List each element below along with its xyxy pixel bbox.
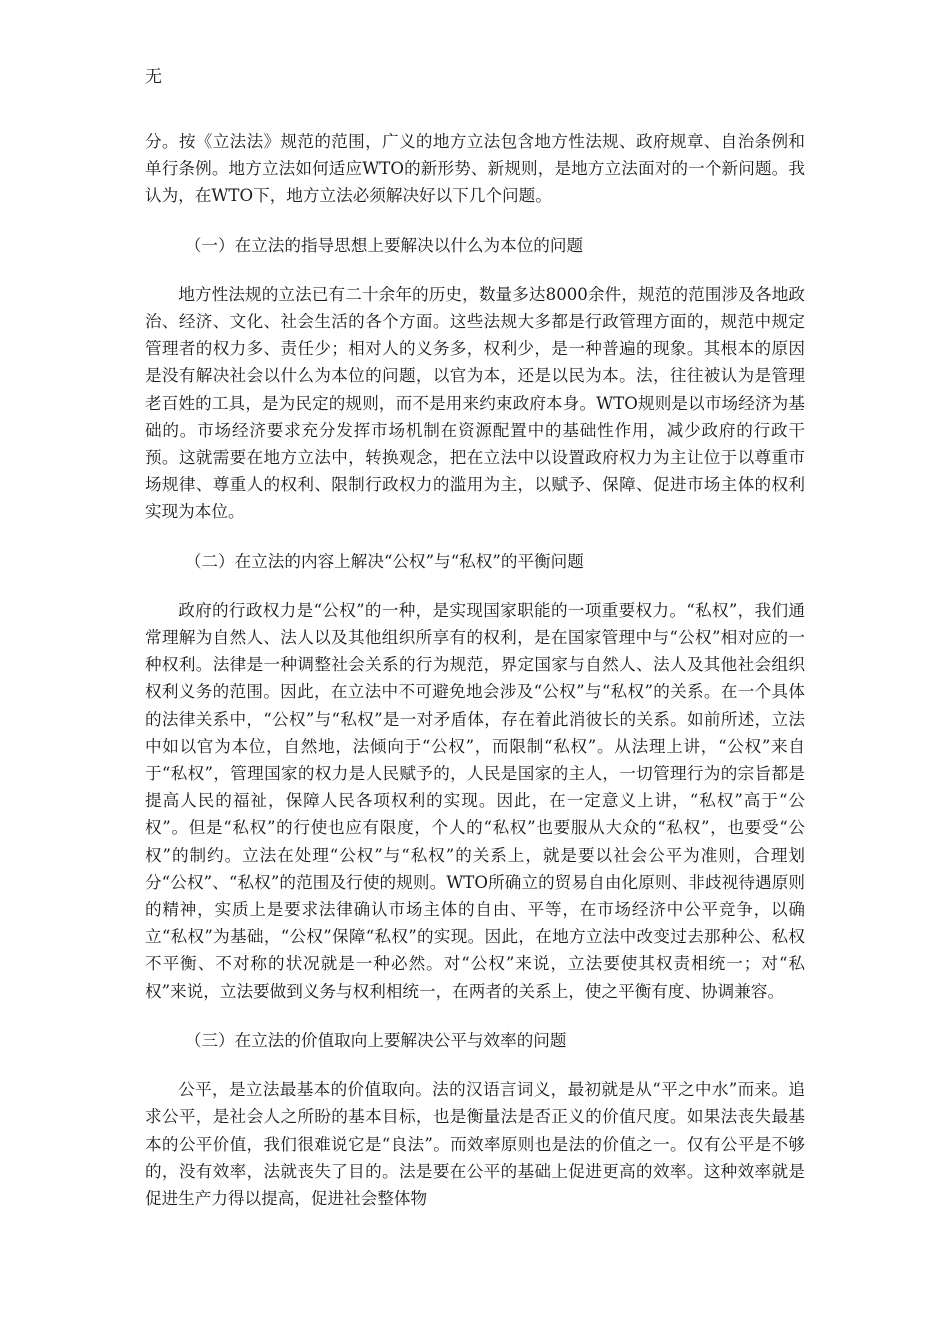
page-header-mark: 无 [145, 67, 162, 87]
document-body [145, 128, 805, 1212]
section-1-heading: （一）在立法的指导思想上要解决以什么为本位的问题 [184, 235, 584, 255]
section-1-paragraph: 地方性法规的立法已有二十余年的历史，数量多达8000余件，规范的范围涉及各地政治、经济、文化、社会生活的各个方面。这些法规大多都是行政管理方面的，规范中规定管理者的权力多、责任少；相对人的义务多，权利少，是一种普遍的现象。其根本的原因是没有解决社会以什么为本位的问题，以官为本，还是以民为本。法，往往被认为是管理老百姓的工具，是为民定的规则，而不是用来约束政府本身。WTO规则是以市场经济为基础的。市场经济要求充分发挥市场机制在资源配置中的基础性作用，减少政府的行政干预。这就需要在地方立法中，转换观念，把在立法中以设置政府权力为主让位于以尊重市场规律、尊重人的权利、限制行政权力的滥用为主，以赋予、保障、促进市场主体的权利实现为本位。 [145, 284, 805, 522]
section-3-heading: （三）在立法的价值取向上要解决公平与效率的问题 [184, 1030, 567, 1050]
intro-paragraph: 分。按《立法法》规范的范围，广义的地方立法包含地方性法规、政府规章、自治条例和单行条例。地方立法如何适应WTO的新形势、新规则，是地方立法面对的一个新问题。我认为，在WTO下，地方立法必须解决好以下几个问题。 [145, 132, 805, 206]
section-3-paragraph: 公平，是立法最基本的价值取向。法的汉语言词义，最初就是从“平之中水”而来。追求公平，是社会人之所盼的基本目标，也是衡量法是否正义的价值尺度。如果法丧失最基本的公平价值，我们很难说它是“良法”。而效率原则也是法的价值之一。仅有公平是不够的，没有效率，法就丧失了目的。法是要在公平的基础上促进更高的效率。这种效率就是促进生产力得以提高，促进社会整体物 [145, 1080, 805, 1208]
section-2-paragraph: 政府的行政权力是“公权”的一种，是实现国家职能的一项重要权力。“私权”，我们通常理解为自然人、法人以及其他组织所享有的权利，是在国家管理中与“公权”相对应的一种权利。法律是一种调整社会关系的行为规范，界定国家与自然人、法人及其他社会组织权利义务的范围。因此，在立法中不可避免地会涉及“公权”与“私权”的关系。在一个具体的法律关系中，“公权”与“私权”是一对矛盾体，存在着此消彼长的关系。如前所述，立法中如以官为本位，自然地，法倾向于“公权”，而限制“私权”。从法理上讲，“公权”来自于“私权”，管理国家的权力是人民赋予的，人民是国家的主人，一切管理行为的宗旨都是提高人民的福祉，保障人民各项权利的实现。因此，在一定意义上讲，“私权”高于“公权”。但是“私权”的行使也应有限度，个人的“私权”也要服从大众的“私权”，也要受“公权”的制约。立法在处理“公权”与“私权”的关系上，就是要以社会公平为准则，合理划分“公权”、“私权”的范围及行使的规则。WTO所确立的贸易自由化原则、非歧视待遇原则的精神，实质上是要求法律确认市场主体的自由、平等，在市场经济中公平竞争，以确立“私权”为基础，“公权”保障“私权”的实现。因此，在地方立法中改变过去那种公、私权不平衡、不对称的状况就是一种必然。对“公权”来说，立法要使其权责相统一；对“私权”来说，立法要做到义务与权利相统一，在两者的关系上，使之平衡有度、协调兼容。 [145, 600, 805, 1001]
section-2-heading: （二）在立法的内容上解决“公权”与“私权”的平衡问题 [184, 551, 584, 571]
